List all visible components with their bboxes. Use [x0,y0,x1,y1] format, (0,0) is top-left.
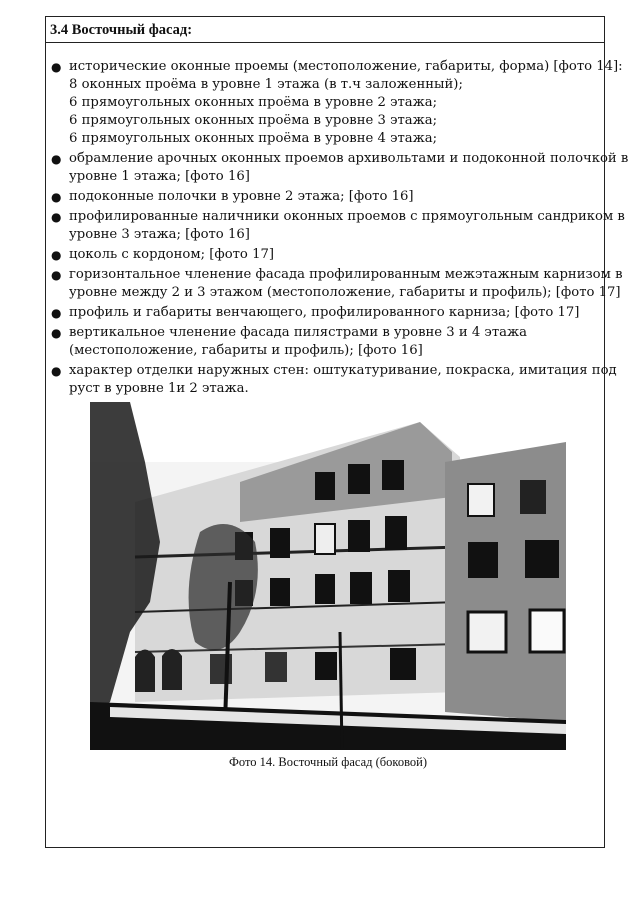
facade-photo [90,402,566,750]
bullet-icon: ● [51,190,62,204]
list-item [48,208,625,244]
list-item-line: горизонтальное членение фасада профилированным межэтажным карнизом в [69,267,623,282]
title-divider [45,42,605,43]
list-item-line: 6 прямоугольных оконных проёма в уровне 4 этажа; [69,131,438,146]
bullet-icon: ● [51,210,62,224]
bullet-icon: ● [51,152,62,166]
list-item-line: (местоположение, габариты и профиль); [фото 16] [69,343,423,358]
list-item-line: характер отделки наружных стен: оштукатуривание, покраска, имитация под [69,363,617,378]
list-item [48,150,629,186]
section-title: 3.4 Восточный фасад: [50,22,193,38]
list-item [48,188,594,206]
feature-list [48,58,629,400]
list-item-line: 6 прямоугольных оконных проёма в уровне 2 этажа; [69,95,438,110]
list-item-line: руст в уровне 1и 2 этажа. [69,381,249,396]
list-item-line: обрамление арочных оконных проемов архивольтами и подоконной полочкой в [69,151,629,166]
list-item [48,246,594,264]
list-item-line: цоколь с кордоном; [фото 17] [69,247,274,262]
bullet-icon: ● [51,364,62,378]
list-item-line: профилированные наличники оконных проемов с прямоугольным сандриком в [69,209,625,224]
list-item-line: уровне 3 этажа; [фото 16] [69,227,250,242]
list-item-line: 6 прямоугольных оконных проёма в уровне 3 этажа; [69,113,438,128]
bullet-icon: ● [51,306,62,320]
list-item-line: профиль и габариты венчающего, профилированного карниза; [фото 17] [69,305,580,320]
list-item [48,324,594,360]
list-item-line: исторические оконные проемы (местоположение, габариты, форма) [фото 14]: [69,59,623,74]
list-item [48,362,617,398]
bullet-icon: ● [51,326,62,340]
list-item [48,304,594,322]
list-item [48,266,623,302]
bullet-icon: ● [51,248,62,262]
list-item-line: вертикальное членение фасада пилястрами в уровне 3 и 4 этажа [69,325,527,340]
bullet-icon: ● [51,60,62,74]
list-item-line: подоконные полочки в уровне 2 этажа; [фото 16] [69,189,414,204]
bullet-icon: ● [51,268,62,282]
list-item-line: 8 оконных проёма в уровне 1 этажа (в т.ч заложенный); [69,77,463,92]
photo-caption: Фото 14. Восточный фасад (боковой) [228,755,427,769]
list-item-line: уровне между 2 и 3 этажом (местоположение, габариты и профиль); [фото 17] [69,285,621,300]
list-item-line: уровне 1 этажа; [фото 16] [69,169,250,184]
list-item [48,58,623,148]
